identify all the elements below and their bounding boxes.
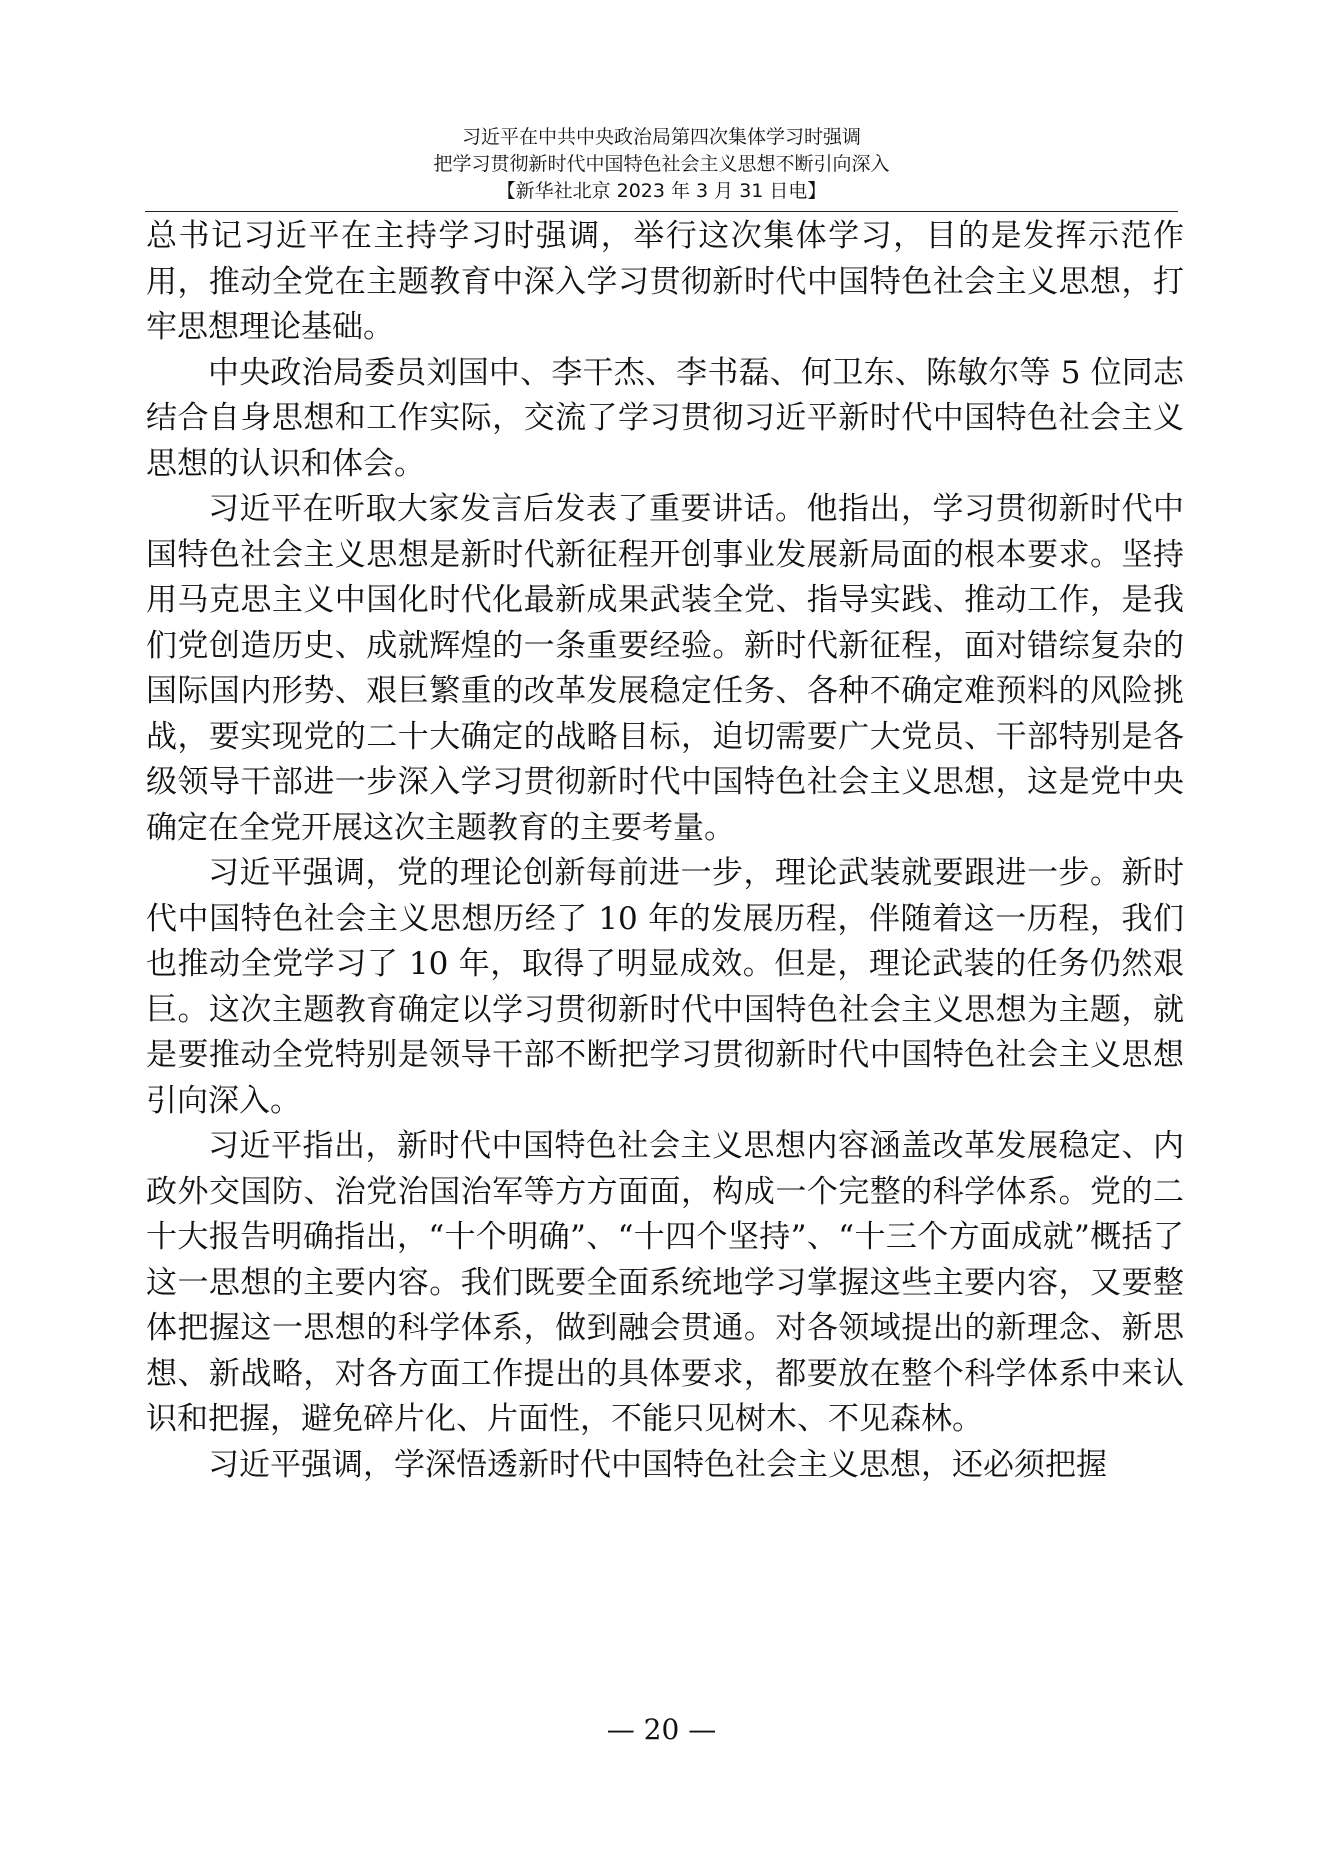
paragraph-6: 习近平强调，学深悟透新时代中国特色社会主义思想，还必须把握 <box>208 1446 1107 1483</box>
paragraph-1: 总书记习近平在主持学习时强调，举行这次集体学习，目的是发挥示范作用，推动全党在主题教育中深入学习贯彻新时代中国特色社会主义思想，打牢思想理论基础。 <box>146 218 1184 345</box>
paragraph-5: 习近平指出，新时代中国特色社会主义思想内容涵盖改革发展稳定、内政外交国防、治党治国治军等方方面面，构成一个完整的科学体系。党的二十大报告明确指出，“十个明确”、“十四个坚持”、“十三个方面成就”概括了这一思想的主要内容。我们既要全面系统地学习掌握这些主要内容，又要整体把握这一思想的科学体系，做到融会贯通。对各领域提出的新理念、新思想、新战略，对各方面工作提出的具体要求，都要放在整个科学体系中来认识和把握，避免碎片化、片面性，不能只见树木、不见森林。 <box>146 1128 1184 1437</box>
paragraph-3: 习近平在听取大家发言后发表了重要讲话。他指出，学习贯彻新时代中国特色社会主义思想是新时代新征程开创事业发展新局面的根本要求。坚持用马克思主义中国化时代化最新成果武装全党、指导实践、推动工作，是我们党创造历史、成就辉煌的一条重要经验。新时代新征程，面对错综复杂的国际国内形势、艰巨繁重的改革发展稳定任务、各种不确定难预料的风险挑战，要实现党的二十大确定的战略目标，迫切需要广大党员、干部特别是各级领导干部进一步深入学习贯彻新时代中国特色社会主义思想，这是党中央确定在全党开展这次主题教育的主要考量。 <box>146 491 1184 846</box>
page-number: — 20 — <box>606 1713 717 1746</box>
header-title-line-1: 习近平在中共中央政治局第四次集体学习时强调 <box>461 126 861 148</box>
paragraph-2: 中央政治局委员刘国中、李干杰、李书磊、何卫东、陈敏尔等 5 位同志结合自身思想和工作实际，交流了学习贯彻习近平新时代中国特色社会主义思想的认识和体会。 <box>146 354 1184 482</box>
paragraph-4: 习近平强调，党的理论创新每前进一步，理论武装就要跟进一步。新时代中国特色社会主义思想历经了 10 年的发展历程，伴随着这一历程，我们也推动全党学习了 10 年，取得了明显成效。但是，理论武装的任务仍然艰巨。这次主题教育确定以学习贯彻新时代中国特色社会主义思想为主题，就是要推动全党特别是领导干部不断把学习贯彻新时代中国特色社会主义思想引向深入。 <box>146 855 1184 1119</box>
document-header <box>0 124 1323 205</box>
article-body <box>146 214 1184 1488</box>
header-title-line-2: 把学习贯彻新时代中国特色社会主义思想不断引向深入 <box>433 153 890 175</box>
header-divider <box>145 211 1178 212</box>
header-source-line: 【新华社北京 2023 年 3 月 31 日电】 <box>496 180 827 202</box>
